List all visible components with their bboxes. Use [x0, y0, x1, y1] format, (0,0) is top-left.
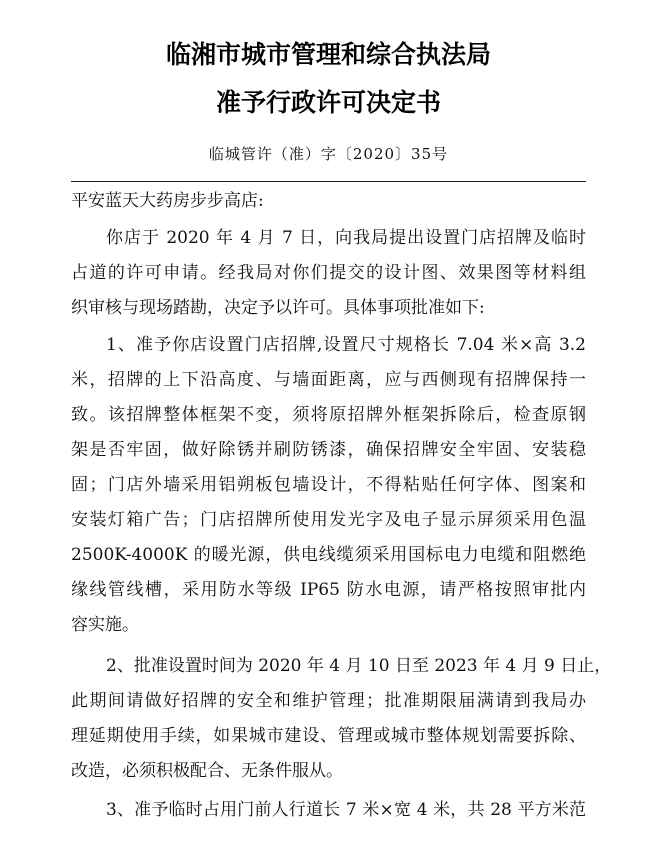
body-line: 此期间请做好招牌的安全和维护管理；批准期限届满请到我局办 — [71, 691, 586, 711]
document-title: 准予行政许可决定书 — [215, 88, 441, 117]
body-line: 米，招牌的上下沿高度、与墙面距离，应与西侧现有招牌保持一 — [71, 370, 586, 390]
body-line: 致。该招牌整体框架不变，须将原招牌外框架拆除后，检查原钢 — [71, 405, 586, 425]
body-line: 安装灯箱广告；门店招牌所使用发光字及电子显示屏须采用色温 — [71, 510, 586, 530]
body-line: 2500K-4000K 的暖光源，供电线缆须采用国标电力电缆和阻燃绝 — [71, 545, 586, 565]
body-line: 容实施。 — [71, 615, 139, 635]
header-divider — [71, 181, 586, 182]
document-number: 临城管许（准）字〔2020〕35号 — [208, 145, 449, 163]
body-line: 改造，必须积极配合、无条件服从。 — [71, 761, 343, 781]
body-line: 2、批准设置时间为 2020 年 4 月 10 日至 2023 年 4 月 9 日止， — [106, 656, 612, 676]
body-line: 1、准予你店设置门店招牌,设置尺寸规格长 7.04 米×高 3.2 — [106, 335, 586, 355]
body-line: 架是否牢固，做好除锈并刷防锈漆，确保招牌安全牢固、安装稳 — [71, 440, 586, 460]
addressee: 平安蓝天大药房步步高店: — [71, 191, 264, 211]
body-line: 固；门店外墙采用铝朔板包墙设计，不得粘贴任何字体、图案和 — [71, 475, 586, 495]
body-line: 缘线管线槽，采用防水等级 IP65 防水电源，请严格按照审批内 — [71, 580, 586, 600]
org-title: 临湘市城市管理和综合执法局 — [165, 40, 491, 69]
body-line: 理延期使用手续，如果城市建设、管理或城市整体规划需要拆除、 — [71, 726, 586, 746]
body-line: 3、准予临时占用门前人行道长 7 米×宽 4 米，共 28 平方米范 — [106, 800, 586, 820]
body-line: 你店于 2020 年 4 月 7 日，向我局提出设置门店招牌及临时 — [106, 228, 586, 248]
body-line: 织审核与现场踏勘，决定予以许可。具体事项批准如下: — [71, 298, 485, 318]
body-line: 占道的许可申请。经我局对你们提交的设计图、效果图等材料组 — [71, 263, 586, 283]
